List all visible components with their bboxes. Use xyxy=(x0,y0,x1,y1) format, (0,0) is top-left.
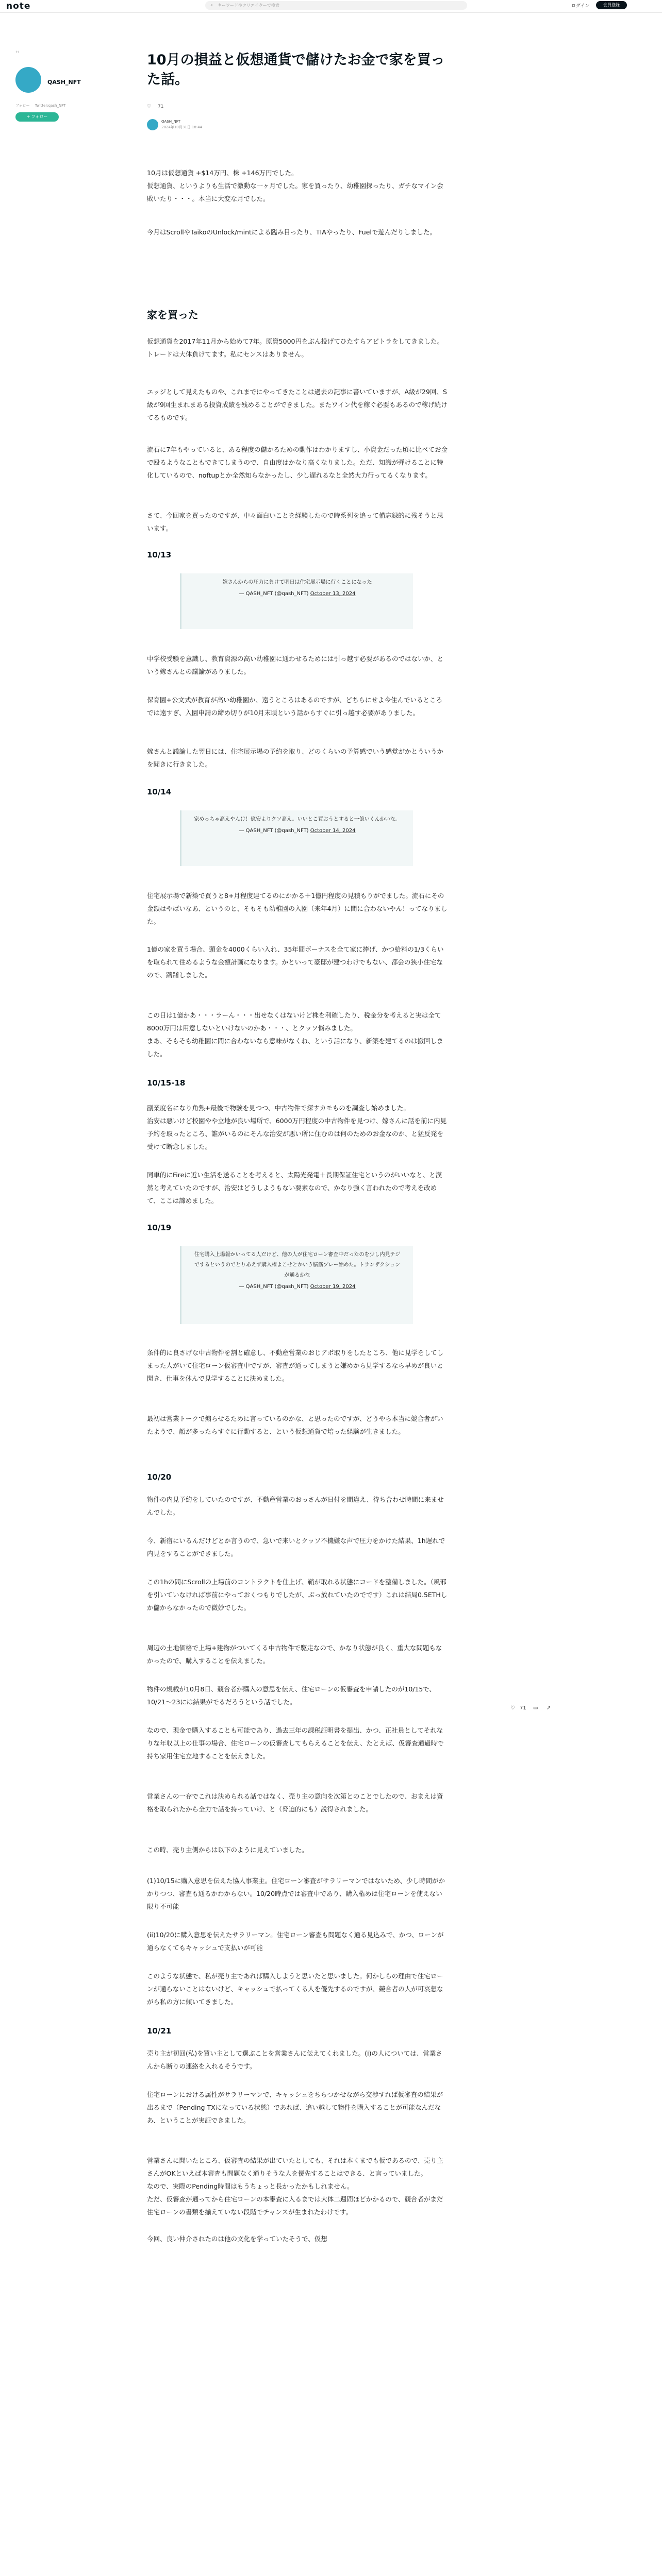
paragraph: エッジとして見えたものや、これまでにやってきたことは過去の記事に書いていますが、A級が29回、S級が9回生まれまある投資成績を残めることができました。またワイン代を稼ぐ必要もあるので稼げ続けてるものです。 xyxy=(147,388,448,421)
date-heading: 10/20 xyxy=(147,1472,172,1482)
back-arrow-icon[interactable]: ‹‹ xyxy=(15,49,20,55)
article-title: 10月の損益と仮想通貨で儲けたお金で家を買った話。 xyxy=(147,52,445,88)
byline-avatar[interactable] xyxy=(147,119,158,130)
tweet-source xyxy=(193,589,402,599)
paragraph: 営業さんの一存でこれは決められる話ではなく、売り主の意向を次第とのことでしたので、おまえは資格を取られたから全力で話を持っていけ、と（脅迫的にも）説得されました。 xyxy=(147,1792,443,1813)
paragraph: この時、売り主側からは以下のように見えていました。 xyxy=(147,1846,308,1854)
search-placeholder: キーワードやクリエイターで検索 xyxy=(218,3,279,8)
tweet-embed[interactable] xyxy=(180,1246,413,1324)
paragraph: 今回、良い仲介されたのは他の文化を学っていたそうで、仮想 xyxy=(147,2235,327,2243)
date-heading: 10/13 xyxy=(147,550,172,560)
paragraph: なので、現金で購入することも可能であり、過去三年の課税証明書を提出、かつ、正社員としてそれなりな年収以上の仕事の場合、住宅ローンの仮審査してもらえることを伝え、たとえば、仮審査通過時で持ち家用住宅立地することを伝えました。 xyxy=(147,1726,444,1760)
paragraph: 営業さんに聞いたところ、仮審査の結果が出ていたとしても、それは本くまでも仮であるので、売り主さんがOKといえば本審査も問題なく通りそうな人を優先することはできる、と言っていました。 なので、実際のPending時間はもうちょっと長かったかもしれません。 ただ、仮審査が通ってから住宅ローンの本審査に入るまでは大体二週間ほどかかるので、競合者がまだ住宅ローンの書類を揃えていない段階でチャンスが生まれたわけです。 xyxy=(147,2157,443,2216)
follow-label: フォロー xyxy=(15,104,30,108)
login-link[interactable]: ログイン xyxy=(571,4,590,9)
tweet-embed[interactable] xyxy=(180,573,413,629)
tweet-author: — QASH_NFT (@qash_NFT) xyxy=(239,591,310,597)
like-count: 71 xyxy=(157,104,164,109)
avatar[interactable] xyxy=(15,67,41,93)
date-heading: 10/15-18 xyxy=(147,1078,186,1088)
paragraph: この1hの間にScrollの上場前のコントラクトを仕上げ、鞘が取れる状態にコードを整備しました。（風邪を引いていなければ事前にやっておくつもりでしたが、ぶっ放れていたのでです）これは結局0.5ETHしか儲からなかったので微妙でした。 xyxy=(147,1578,448,1612)
bookmark-icon[interactable]: ▭ xyxy=(533,1705,538,1711)
byline-date: 2024年10月31日 18:44 xyxy=(161,125,203,129)
tweet-text: 家めっちゃ高えやんけ！億安よりクソ高え。いいとこ買おうとすると一億いくんかいな。 xyxy=(194,817,401,822)
paragraph: 今、新宿にいるんだけどとか言うので、急いで来いとクッソ不機嫌な声で圧力をかけた結果、1h遅れで内見をすることができました。 xyxy=(147,1537,445,1557)
share-icon[interactable]: ↗ xyxy=(547,1705,551,1711)
paragraph: 同単的にFireに近い生活を送ることを考えると、太陽光発電＋長期保証住宅というのがいいなと、と漠然と考えていたのですが、治安はどうしようもない要素なので、かなり強く言われたので考えを改めて、ここは諦めました。 xyxy=(147,1171,442,1205)
paragraph: (ii)10/20に購入意思を伝えたサラリーマン。住宅ローン審査も問題なく通る見込みで、かつ、ローンが通らなくてもキャッシュで支払いが可能 xyxy=(147,1931,444,1952)
paragraph: 保育園+公文式が教育が高い幼稚園か、遠うところはあるのですが、どちらにせよ今住んでいるところでは遠すぎ、入園申請の締め切りが10月末頃という話からすぐに引っ越す必要がありました。 xyxy=(147,696,442,717)
date-heading: 10/14 xyxy=(147,787,172,796)
search-input[interactable] xyxy=(205,1,467,10)
paragraph: 中学校受験を意識し、教育資源の高い幼稚園に通わせるためには引っ越す必要があるのではないか、という嫁さんとの議論がありました。 xyxy=(147,655,444,675)
paragraph: 住宅ローンにおける属性がサラリーマンで、キャッシュをちらつかせながら交渉すれば仮審査の結果が出るまで（Pending TXになっている状態）であれば、追い越して物件を購入することが可能なんだなあ、ということが実証できました。 xyxy=(147,2091,443,2124)
tweet-text: 住宅購入上場報かいってる人だけど、他の人が住宅ローン審査中だったのを少し内見テジでするというのでとりあえず購入権よこせとかいう脳筋プレー始めた。トランザクションが通るかな xyxy=(194,1252,401,1278)
note-logo[interactable]: note xyxy=(6,1,31,11)
tweet-date-link[interactable]: October 19, 2024 xyxy=(310,1284,356,1290)
article-actions xyxy=(147,104,169,109)
section-heading: 家を買った xyxy=(147,309,198,321)
float-like-count: 71 xyxy=(520,1705,526,1711)
paragraph: 住宅展示場で新築で買うと8+月程度建てるのにかかる＋1億円程度の見積もりがでました。流石にその金額はやばいなあ、というのと、そもそも幼稚園の入園（来年4月）に間に合わないやん！ってなりました。 xyxy=(147,892,448,925)
top-header xyxy=(0,0,662,13)
paragraph: 10月は仮想通貨 +$14万円、株 +146万円でした。 仮想通貨、というよりも生活で激動な一ヶ月でした。家を買ったり、幼稚園探ったり、ガチなマイン会敗いたり・・・。本当に大変な月でした。 xyxy=(147,169,443,202)
paragraph: このような状態で、私が売り主であれば購入しようと思いたと思いました。何かしらの理由で住宅ローンが通らないことはないけど、キャッシュで払ってくる人を優先するのですが、競合者の人が可哀想ながら私の方に傾いてきました。 xyxy=(147,1972,443,2006)
paragraph: 仮想通貨を2017年11月から始めて7年。原資5000円をぶん投げてひたすらアビトラをしてきました。トレードは大体負けてます。私にセンスはありません。 xyxy=(147,337,443,358)
tweet-author: — QASH_NFT (@qash_NFT) xyxy=(239,1284,310,1290)
paragraph: 物件の規載が10月8日、競合者が購入の意思を伝え、住宅ローンの仮審査を申請したのが10/15で、10/21～23には結果がでるだろうという話でした。 xyxy=(147,1685,436,1706)
byline-author[interactable]: QASH_NFT xyxy=(161,120,180,124)
tweet-embed[interactable] xyxy=(180,810,413,866)
tweet-source xyxy=(193,826,402,836)
paragraph: 売り主が初回(私)を買い主として選ぶことを営業さんに伝えてくれました。(i)の人については、営業さんから断りの連絡を入れるそうです。 xyxy=(147,2049,442,2070)
paragraph: 最初は営業トークで煽らせるために言っているのかな、と思ったのですが、どうやら本当に競合者がいたようで、顔が多ったらすぐに行動すると、という仮想通貨で培った経験が生きました。 xyxy=(147,1415,443,1435)
paragraph: 条件的に良さげな中古物件を割と確意し、不動産営業のおじアポ取りをしたところ、他に見学をしてしまった人がいて住宅ローン仮審査中ですが、審査が通ってしまうと嫌めから見学するなら早めが良いと聞き、仕事を休んで見学することに決めました。 xyxy=(147,1349,444,1382)
tweet-source xyxy=(193,1282,402,1292)
twitter-link[interactable]: Twitter:qash_NFT xyxy=(35,104,66,108)
signup-button[interactable]: 会員登録 xyxy=(596,1,627,9)
author-links xyxy=(15,103,70,108)
author-name[interactable]: QASH_NFT xyxy=(47,79,81,86)
paragraph: 物件の内見予約をしていたのですが、不動産営業のおっさんが日付を間違え、待ち合わせ時間に来ませんでした。 xyxy=(147,1496,444,1516)
tweet-author: — QASH_NFT (@qash_NFT) xyxy=(239,828,310,834)
paragraph: 周辺の土地価格で上場+建物がついてくる中古物件で駆走なので、かなり状態が良く、重大な問題もなかったので、購入することを伝えました。 xyxy=(147,1644,442,1665)
paragraph: (1)10/15に購入意思を伝えた協人事業主。住宅ローン審査がサラリーマンではないため、少し時間がかかりつつ、審査も通るかわからない。10/20時点では審査中であり、購入権めは住宅ローンを使えない限り不可能 xyxy=(147,1877,445,1910)
paragraph: 1億の家を買う場合、頭金を4000くらい入れ、35年間ボーナスを全て家に捧げ、かつ給料の1/3くらいを取られて住めるような金額計画になります。かといって豪邸が建つわけでもない、都会の狭小住宅なので、躊躇しました。 xyxy=(147,945,444,979)
paragraph: さて、今回家を買ったのですが、中々面白いことを経験したので時系列を追って備忘録的に残そうと思います。 xyxy=(147,512,443,532)
heart-icon[interactable]: ♡ xyxy=(510,1705,515,1711)
heart-icon[interactable]: ♡ xyxy=(147,104,152,109)
paragraph: 今月はScrollやTaikoのUnlock/mintによる臨み目ったり、TIAやったり、Fuelで遊んだりしました。 xyxy=(147,228,436,236)
date-heading: 10/21 xyxy=(147,2026,172,2036)
follow-button[interactable]: + フォロー xyxy=(15,112,59,122)
paragraph: 嫁さんと議論した翌日には、住宅展示場の予約を取り、どのくらいの予算感でいう感覚がかとういうかを聞きに行きました。 xyxy=(147,748,444,768)
tweet-date-link[interactable]: October 14, 2024 xyxy=(310,828,356,834)
paragraph: 流石に7年もやっていると、ある程度の儲かるための動作はわかりますし、小資金だった頃に比べてお金で殴るようなこともできてしまうので、自由度はかなり高くなりました。ただ、知識が弾けることに特化しているので、noftupとか全然知らなかったし、少し遅れるなと全然大力行ってるくなります。 xyxy=(147,446,448,479)
paragraph: この日は1億かあ・・・ラーん・・・出せなくはないけど株を利確したり、税金分を考えると実は全て8000万円は用意しないといけないのかあ・・・、とクッソ悩みました。 まあ、そもそも幼稚園に間に合わないなら意味がなくね、という話になり、新築を建てるのは撤回しました。 xyxy=(147,1011,443,1058)
search-icon: ⌕ xyxy=(210,3,213,8)
tweet-text: 嫁さんからの圧力に負けて明日は住宅展示場に行くことになった xyxy=(222,580,372,585)
paragraph: 副業度名になり角熱+最後で物験を見つつ、中古物件で探すカモものを調査し始めました。 治安は悪いけど校園やや立地が良い場所で、6000万円程度の中古物件を見つけ、嫁さんに話を前に内見予約を取ったところ、誰がいるのにそんな治安が悪い所に住むのは何のためのお金なのか、と猛反発を受けて断念しました。 xyxy=(147,1104,447,1150)
date-heading: 10/19 xyxy=(147,1223,172,1232)
tweet-date-link[interactable]: October 13, 2024 xyxy=(310,591,356,597)
